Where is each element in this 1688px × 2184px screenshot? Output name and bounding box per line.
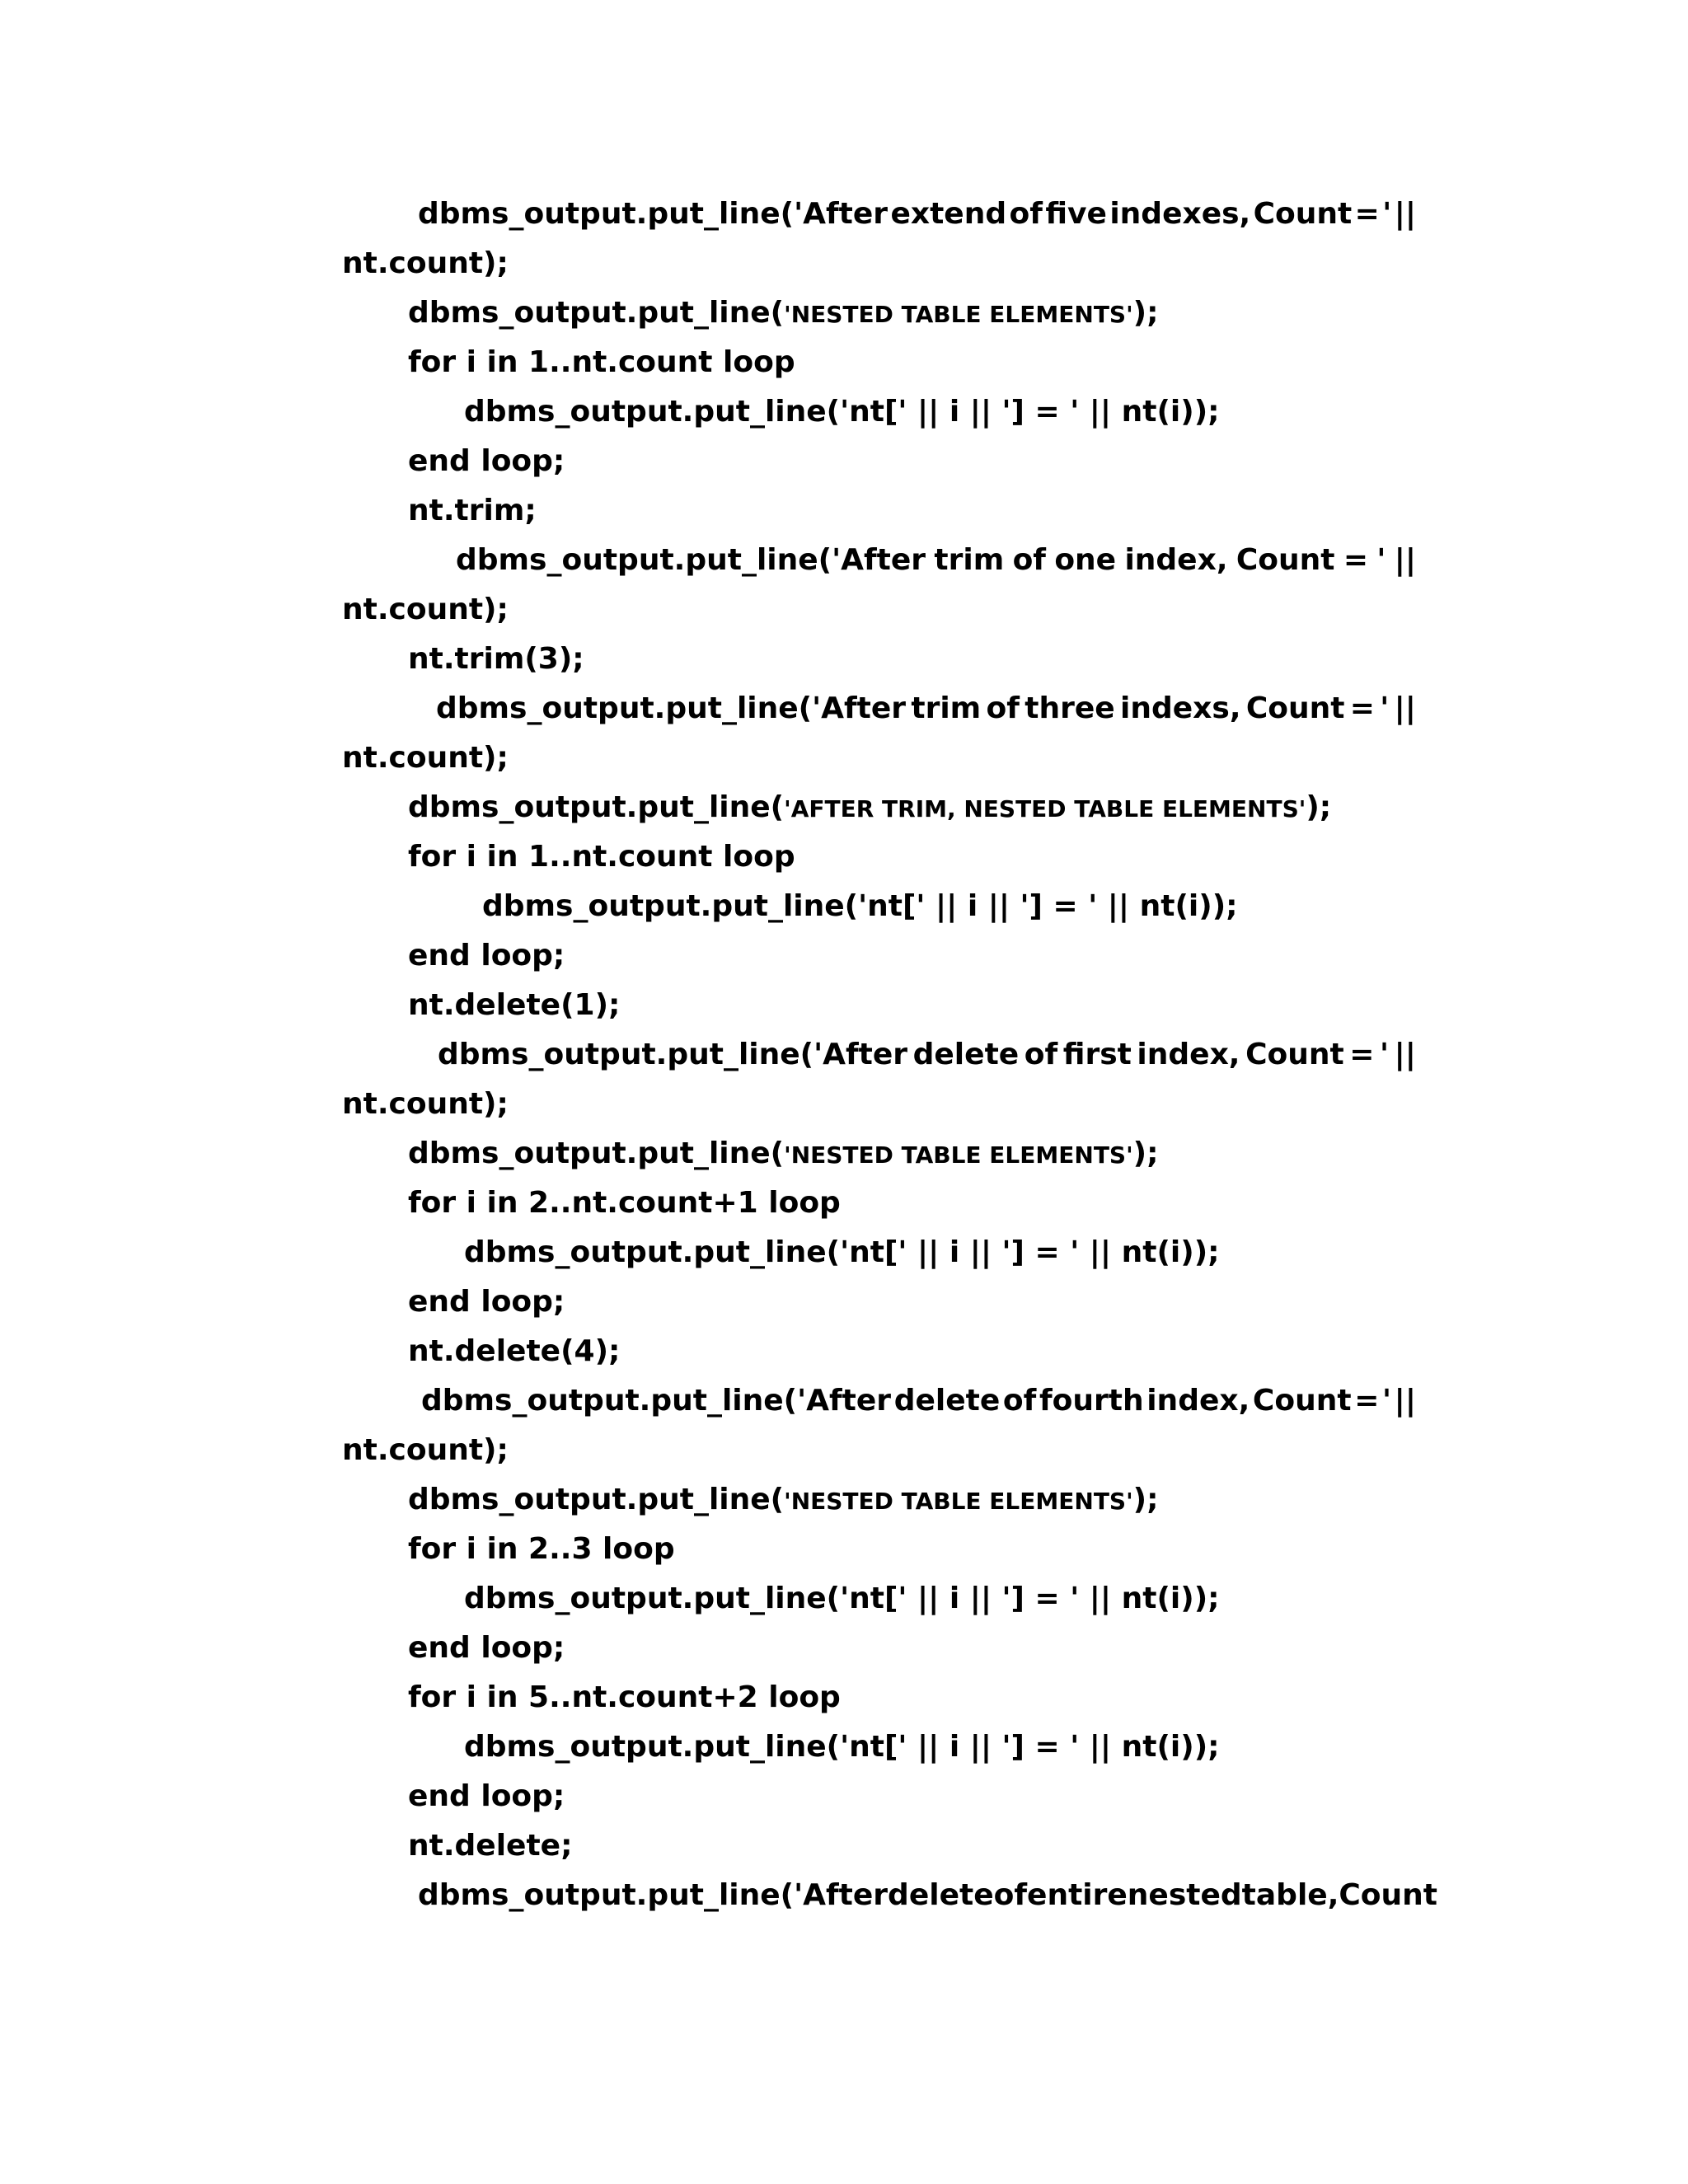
code-line: dbms_output.put_line('NESTED TABLE ELEMENTS'); [408,296,1159,330]
code-line: dbms_output.put_line('nt[' || i || '] = ' || nt(i)); [464,1730,1220,1764]
code-line: dbms_output.put_line('After trim of one index, Count = ' || [456,543,1416,577]
code-line: dbms_output.put_line('nt[' || i || '] = ' || nt(i)); [482,889,1238,923]
code-line: dbms_output.put_line('nt[' || i || '] = ' || nt(i)); [464,395,1220,429]
code-line: dbms_output.put_line('NESTED TABLE ELEMENTS'); [408,1137,1159,1170]
code-line: nt.delete; [408,1829,573,1863]
code-line: dbms_output.put_line('After extend of five indexes, Count = ' || [418,197,1416,231]
code-line: dbms_output.put_line('AFTER TRIM, NESTED TABLE ELEMENTS'); [408,790,1332,824]
code-line: dbms_output.put_line('After delete of entire nested table, Count [418,1878,1437,1912]
code-line: nt.count); [342,1433,509,1467]
code-line: dbms_output.put_line('After delete of fourth index, Count = ' || [421,1384,1416,1418]
code-line: end loop; [408,1779,565,1813]
code-line: nt.delete(4); [408,1334,621,1368]
code-line: nt.count); [342,741,509,775]
code-line: nt.trim(3); [408,642,584,676]
code-line: dbms_output.put_line('After delete of first index, Count = ' || [438,1038,1416,1071]
code-line: nt.trim; [408,494,537,527]
code-line: for i in 5..nt.count+2 loop [408,1680,841,1714]
code-line: nt.count); [342,246,509,280]
code-line: end loop; [408,939,565,972]
code-line: for i in 1..nt.count loop [408,840,795,874]
code-line: nt.count); [342,593,509,626]
code-line: end loop; [408,444,565,478]
code-line: for i in 1..nt.count loop [408,345,795,379]
code-line: dbms_output.put_line('After trim of three indexs, Count = ' || [436,691,1416,725]
code-line: nt.delete(1); [408,988,621,1022]
code-line: for i in 2..nt.count+1 loop [408,1186,841,1220]
code-line: dbms_output.put_line('nt[' || i || '] = ' || nt(i)); [464,1582,1220,1615]
code-line: end loop; [408,1631,565,1665]
code-line: for i in 2..3 loop [408,1532,675,1566]
code-line: dbms_output.put_line('NESTED TABLE ELEMENTS'); [408,1483,1159,1516]
code-line: end loop; [408,1285,565,1319]
code-line: dbms_output.put_line('nt[' || i || '] = ' || nt(i)); [464,1235,1220,1269]
code-line: nt.count); [342,1087,509,1121]
